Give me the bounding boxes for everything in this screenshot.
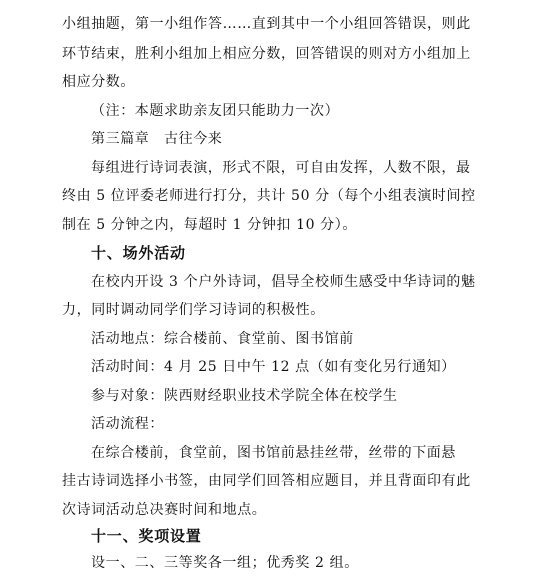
paragraph-line-11: 次诗词活动总决赛时间和地点。 [62,502,267,518]
paragraph-line-8: 力，同时调动同学们学习诗词的积极性。 [62,302,325,318]
section-heading-10: 十、场外活动 [91,244,186,262]
activity-process-label: 活动流程： [91,416,164,432]
paragraph-line-12: 设一、二、三等奖各一组；优秀奖 2 组。 [91,555,359,571]
chapter-title: 第三篇章 古往今来 [91,131,223,147]
note-line: （注：本题求助亲友团只能助力一次） [91,103,340,119]
participants: 参与对象：陕西财经职业技术学院全体在校学生 [91,388,398,404]
paragraph-line-10: 挂古诗词选择小书签，由同学们回答相应题目，并且背面印有此 [62,473,471,489]
paragraph-line-4: 每组进行诗词表演，形式不限，可自由发挥，人数不限，最 [91,160,471,176]
paragraph-line-9: 在综合楼前，食堂前，图书馆前悬挂丝带，丝带的下面悬 [91,445,456,461]
section-heading-11: 十一、奖项设置 [91,527,202,545]
paragraph-line-6: 制在 5 分钟之内，每超时 1 分钟扣 10 分）。 [62,217,357,233]
paragraph-line-5: 终由 5 位评委老师进行打分，共计 50 分（每个小组表演时间控 [62,188,476,204]
activity-location: 活动地点：综合楼前、食堂前、图书馆前 [91,331,354,347]
paragraph-line-3: 相应分数。 [62,74,135,90]
paragraph-line-2: 环节结束，胜利小组加上相应分数，回答错误的则对方小组加上 [62,46,471,62]
paragraph-line-7: 在校内开设 3 个户外诗词，倡导全校师生感受中华诗词的魅 [91,274,476,290]
paragraph-line-1: 小组抽题，第一小组作答……直到其中一个小组回答错误，则此 [62,16,471,32]
activity-time: 活动时间：4 月 25 日中午 12 点（如有变化另行通知） [91,359,456,375]
